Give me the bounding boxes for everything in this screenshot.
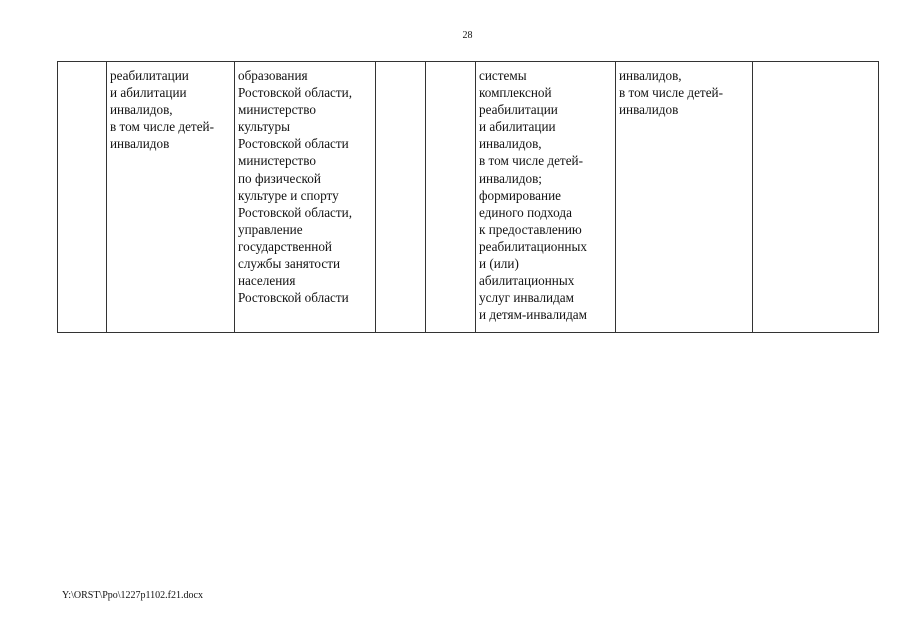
cell-text-line: услуг инвалидам [479, 290, 575, 306]
cell-text-line: управление [238, 221, 303, 237]
table-cell [58, 62, 107, 333]
cell-text-line: комплексной [479, 85, 552, 101]
cell-text-line: по физической [238, 170, 321, 186]
cell-text-line: культуры [238, 119, 290, 135]
cell-text-line: министерство [238, 102, 316, 118]
cell-text-line: единого подхода [479, 204, 572, 220]
cell-text-line: в том числе детей- [110, 119, 214, 135]
cell-text-line: инвалидов [619, 102, 679, 118]
cell-text-line: абилитационных [479, 273, 575, 289]
cell-text-line: реабилитации [479, 102, 558, 118]
table-cell [616, 62, 753, 333]
cell-text-line: инвалидов [110, 136, 170, 152]
cell-text-line: Ростовской области [238, 290, 349, 306]
table-cell [235, 62, 376, 333]
table-cell [753, 62, 879, 333]
cell-text-line: инвалидов, [479, 136, 542, 152]
cell-text-line: службы занятости [238, 256, 341, 272]
cell-text-line: и абилитации [110, 85, 187, 101]
footer-file-path: Y:\ORST\Ppo\1227p1102.f21.docx [62, 590, 203, 601]
cell-text-line: инвалидов, [619, 68, 682, 83]
cell-text-line: реабилитации [110, 68, 189, 83]
cell-text-line: в том числе детей- [619, 85, 723, 101]
cell-text-line: инвалидов; [479, 170, 542, 186]
cell-text-line: в том числе детей- [479, 153, 583, 169]
cell-text-line: Ростовской области [238, 136, 349, 152]
cell-text-line: образования [238, 68, 308, 83]
cell-text-line: Ростовской области, [238, 85, 353, 101]
page-number: 28 [462, 30, 473, 41]
cell-text-line: и (или) [479, 256, 519, 272]
cell-text-line: формирование [479, 187, 561, 203]
cell-text-line: системы [479, 68, 527, 83]
cell-text-line: министерство [238, 153, 316, 169]
table-cell [376, 62, 426, 333]
table-row [58, 62, 879, 333]
cell-text-line: реабилитационных [479, 238, 587, 254]
cell-text-line: к предоставлению [479, 221, 582, 237]
table-cell [426, 62, 476, 333]
cell-text-line: Ростовской области, [238, 204, 353, 220]
cell-text-line: и абилитации [479, 119, 556, 135]
table-cell [107, 62, 235, 333]
cell-text-line: населения [238, 273, 296, 289]
cell-text-line: культуре и спорту [238, 187, 339, 203]
table-body [58, 62, 879, 333]
cell-text-line: инвалидов, [110, 102, 173, 118]
table-cell [476, 62, 616, 333]
cell-text-line: и детям-инвалидам [479, 307, 587, 323]
document-table [57, 61, 879, 333]
cell-text-line: государственной [238, 238, 332, 254]
